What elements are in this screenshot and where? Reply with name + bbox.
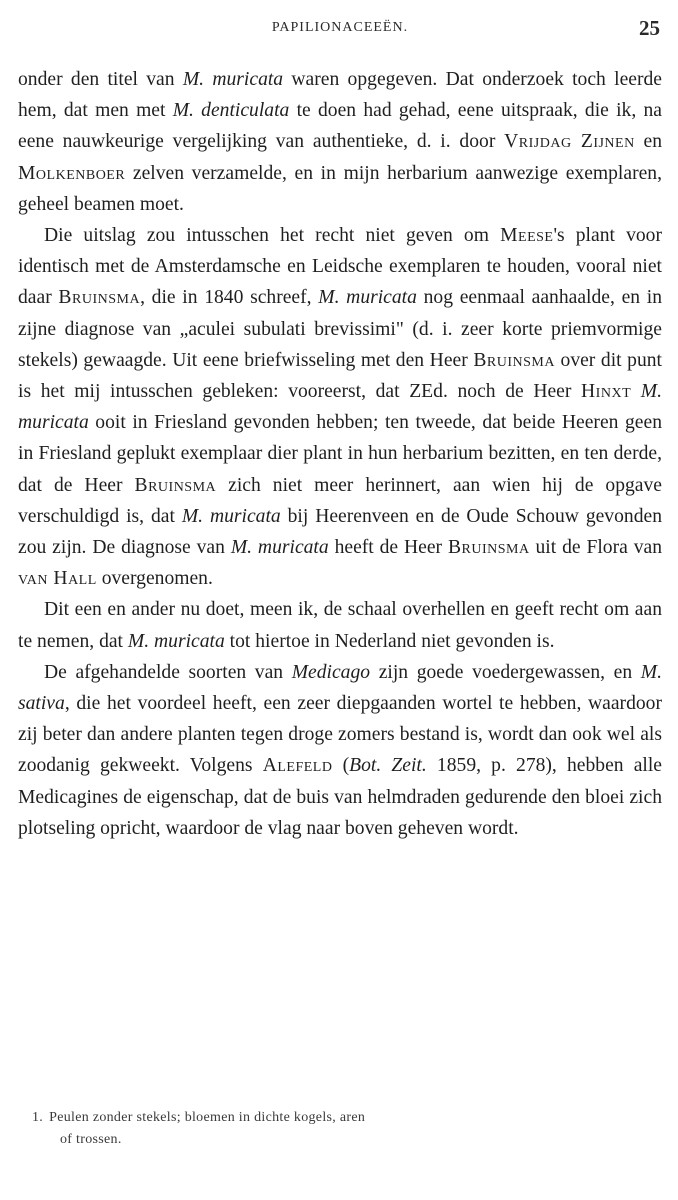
book-page — [18, 0, 662, 1200]
author-name: Bruinsma — [134, 474, 217, 496]
text-run: ooit in Friesland gevonden hebben; ten tweede, dat beide Heeren geen in Friesland geplukt exemplaar dier plant in hun herbarium bezitten, en ten derde, dat de Heer — [18, 412, 662, 496]
text-run: ( — [332, 755, 350, 777]
text-run: 1859, p. 278), hebben alle Medicagines de eigenschap, dat de buis van helmdraden gedurende den bloei zich plotseling opricht, waardoor de vlag naar boven geheven wordt. — [18, 755, 662, 839]
text-run: onder den titel van — [18, 69, 183, 90]
text-run: uit de Flora van — [529, 537, 662, 559]
text-run: Die uitslag zou intusschen het recht niet geven om — [44, 225, 501, 247]
text-run: , die het voordeel heeft, een zeer diepgaanden wortel te hebben, waardoor zij beter dan andere planten tegen droge zomers bestand is, wordt dan ook wel als zoodanig gekweekt. Volgens — [18, 693, 662, 777]
author-name: Meese — [500, 225, 554, 247]
paragraph-3 — [18, 594, 662, 656]
journal-title: Bot. Zeit. — [349, 755, 427, 777]
species-name: M. muricata — [182, 69, 284, 90]
author-name: van Hall — [18, 568, 97, 590]
running-head: PAPILIONACEEËN. — [271, 20, 409, 35]
footnote-text-continued: of trossen. — [60, 1132, 122, 1147]
text-run: en — [634, 131, 662, 153]
species-name: M. muricata — [318, 287, 417, 309]
author-name: Bruinsma — [473, 349, 555, 371]
text-run: zijn goede voedergewassen, en — [370, 661, 641, 683]
author-name: Bruinsma — [447, 537, 530, 559]
author-name: Vrijdag Zijnen — [504, 131, 635, 153]
author-name: Bruinsma — [58, 287, 141, 309]
author-name: Alefeld — [262, 755, 333, 777]
text-run: heeft de Heer — [328, 537, 448, 559]
text-run: overgenomen. — [96, 568, 213, 590]
text-run: nog eenmaal aanhaalde, en in zijne diagnose van „aculei subulati brevissimi" (d. i. zeer korte priemvormige stekels) gewaagde. Uit eene briefwisseling met den Heer — [18, 287, 662, 371]
footnote-number: 1. — [32, 1110, 44, 1125]
text-run: zich niet meer herinnert, aan wien hij de opgave verschuldigd is, dat — [18, 474, 662, 527]
paragraph-2 — [18, 220, 662, 594]
page-header — [18, 0, 662, 64]
species-name: M. muricata — [230, 537, 329, 559]
species-name: M. sativa — [18, 661, 662, 715]
paragraph-1 — [18, 64, 662, 220]
text-run: te doen had gehad, eene uitspraak, die ik, na eene nauwkeurige vergelijking van authentieke, d. i. door — [18, 100, 663, 153]
author-name: Hinxt — [581, 381, 632, 403]
text-run: over dit punt is het mij intusschen gebleken: vooreerst, dat ZEd. noch de Heer — [18, 349, 662, 403]
author-name: Molkenboer — [18, 162, 126, 184]
species-name: M. muricata — [18, 381, 662, 434]
text-run: waren opgegeven. Dat onderzoek toch leerde hem, dat men met — [18, 69, 662, 122]
species-name: M. muricata — [127, 630, 225, 652]
footnote — [32, 1107, 592, 1151]
species-name: M. denticulata — [172, 100, 290, 122]
text-run: Dit een en ander nu doet, meen ik, de schaal overhellen en geeft recht om aan te nemen, dat — [18, 599, 662, 652]
text-run — [631, 381, 641, 402]
paragraph-4 — [18, 657, 662, 844]
genus-name: Medicago — [291, 661, 371, 683]
page-number: 25 — [639, 16, 660, 40]
body-text — [18, 64, 662, 844]
footnote-text: Peulen zonder stekels; bloemen in dichte kogels, aren — [49, 1110, 366, 1125]
species-name: M. muricata — [181, 505, 281, 527]
text-run: 's plant voor identisch met de Amsterdamsche en Leidsche exemplaren te houden, vooral niet daar — [18, 225, 662, 309]
text-run: zelven verzamelde, en in mijn herbarium aanwezige exemplaren, geheel beamen moet. — [18, 162, 662, 215]
text-run: , die in 1840 schreef, — [140, 287, 319, 309]
text-run: bij Heerenveen en de Oude Schouw gevonden zou zijn. De diagnose van — [18, 505, 662, 559]
text-run: De afgehandelde soorten van — [44, 661, 292, 683]
text-run: tot hiertoe in Nederland niet gevonden is. — [224, 630, 555, 652]
